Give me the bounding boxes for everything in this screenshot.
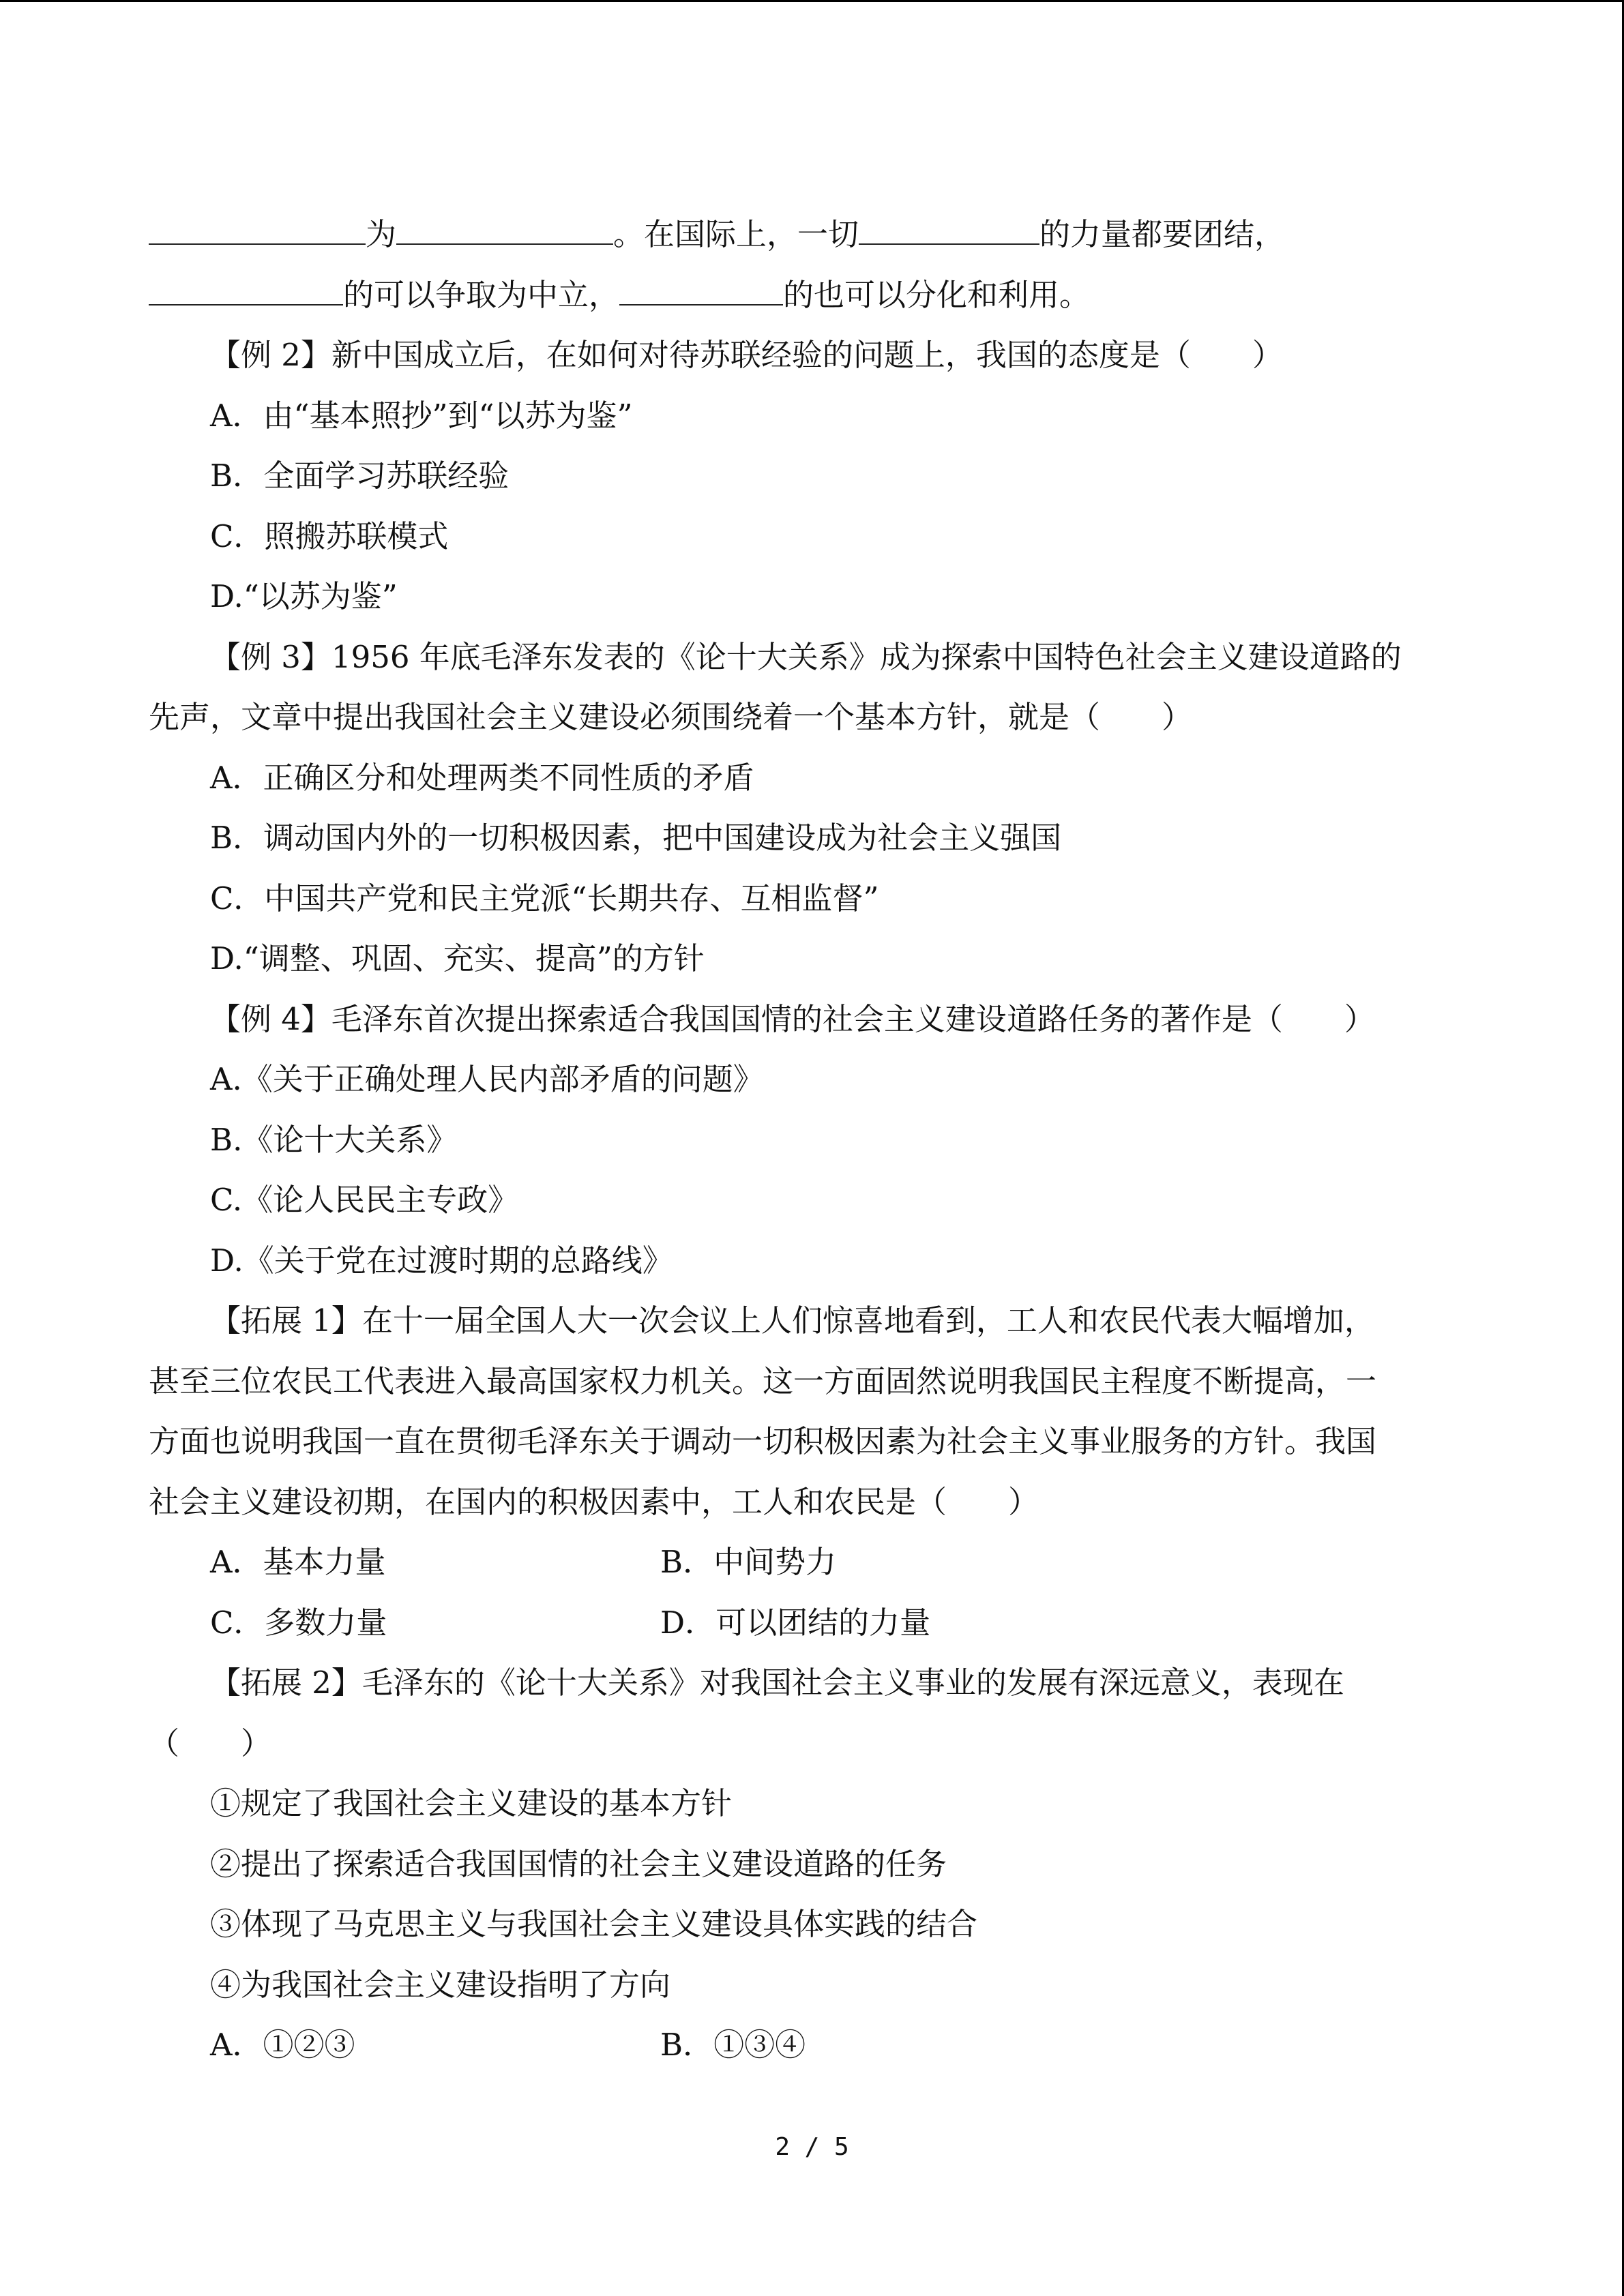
- page-number: 2 / 5: [775, 2133, 849, 2161]
- extension-2-statement-1: ①规定了我国社会主义建设的基本方针: [210, 1785, 733, 1821]
- example-2-option-a: A．由“基本照抄”到“以苏为鉴”: [210, 397, 633, 434]
- extension-2-option-a: A．①②③: [210, 2027, 355, 2063]
- text: 为: [366, 216, 397, 252]
- blank: [396, 213, 613, 245]
- example-4-option-d: D.《关于党在过渡时期的总路线》: [210, 1242, 673, 1279]
- extension-2-statement-4: ④为我国社会主义建设指明了方向: [210, 1966, 671, 2003]
- extension-1-stem-line-3: 方面也说明我国一直在贯彻毛泽东关于调动一切积极因素为社会主义事业服务的方针。我国: [149, 1423, 1377, 1459]
- extension-1-stem-line-2: 甚至三位农民工代表进入最高国家权力机关。这一方面固然说明我国民主程度不断提高，一: [149, 1362, 1377, 1399]
- extension-2-stem-line-1: 【拓展 2】毛泽东的《论十大关系》对我国社会主义事业的发展有深远意义，表现在: [210, 1665, 1344, 1701]
- extension-1-option-d: D．可以团结的力量: [660, 1604, 931, 1641]
- extension-2-option-b: B．①③④: [660, 2027, 806, 2063]
- example-4-option-c: C.《论人民民主专政》: [210, 1182, 519, 1218]
- blank: [149, 213, 366, 245]
- extension-2-statement-3: ③体现了马克思主义与我国社会主义建设具体实践的结合: [210, 1906, 978, 1942]
- example-2-stem: 【例 2】新中国成立后，在如何对待苏联经验的问题上，我国的态度是（ ）: [210, 337, 1283, 373]
- example-4-option-b: B.《论十大关系》: [210, 1121, 458, 1158]
- extension-1-option-a: A．基本力量: [210, 1544, 386, 1580]
- example-3-stem-line-1: 【例 3】1956 年底毛泽东发表的《论十大关系》成为探索中国特色社会主义建设道路的: [210, 638, 1402, 675]
- document-body: [149, 205, 1458, 2076]
- extension-1-stem-line-4: 社会主义建设初期，在国内的积极因素中，工人和农民是（ ）: [149, 1483, 1039, 1520]
- extension-1-options-row-2: [149, 1593, 1458, 1654]
- example-3-option-b: B．调动国内外的一切积极因素，把中国建设成为社会主义强国: [210, 820, 1062, 856]
- extension-1-stem-line-1: 【拓展 1】在十一届全国人大一次会议上人们惊喜地看到，工人和农民代表大幅增加，: [210, 1302, 1375, 1339]
- blank: [619, 274, 783, 305]
- example-3-stem-line-2: 先声，文章中提出我国社会主义建设必须围绕着一个基本方针，就是（ ）: [149, 699, 1193, 735]
- fill-in-line-1: [149, 205, 1458, 265]
- text: 的力量都要团结，: [1039, 216, 1286, 252]
- text: 的也可以分化和利用。: [783, 276, 1091, 313]
- extension-2-stem-line-2: （ ）: [149, 1725, 272, 1761]
- example-4-option-a: A.《关于正确处理人民内部矛盾的问题》: [210, 1061, 764, 1097]
- blank: [149, 274, 343, 305]
- example-2-option-c: C．照搬苏联模式: [210, 518, 449, 554]
- extension-2-options-row: [149, 2015, 1458, 2076]
- extension-1-option-b: B．中间势力: [660, 1544, 837, 1580]
- example-3-option-a: A．正确区分和处理两类不同性质的矛盾: [210, 759, 754, 796]
- example-3-option-c: C．中国共产党和民主党派“长期共存、互相监督”: [210, 880, 879, 916]
- text: 的可以争取为中立，: [343, 276, 620, 313]
- extension-1-options-row-1: [149, 1532, 1458, 1593]
- extension-1-option-c: C．多数力量: [210, 1604, 387, 1641]
- fill-in-line-2: [149, 265, 1458, 326]
- example-3-option-d: D.“调整、巩固、充实、提高”的方针: [210, 940, 705, 976]
- example-2-option-b: B．全面学习苏联经验: [210, 458, 510, 494]
- extension-2-statement-2: ②提出了探索适合我国国情的社会主义建设道路的任务: [210, 1845, 947, 1882]
- example-2-option-d: D.“以苏为鉴”: [210, 578, 398, 614]
- example-4-stem: 【例 4】毛泽东首次提出探索适合我国国情的社会主义建设道路任务的著作是（ ）: [210, 1000, 1375, 1037]
- blank: [859, 213, 1039, 245]
- text: 。在国际上，一切: [613, 216, 859, 252]
